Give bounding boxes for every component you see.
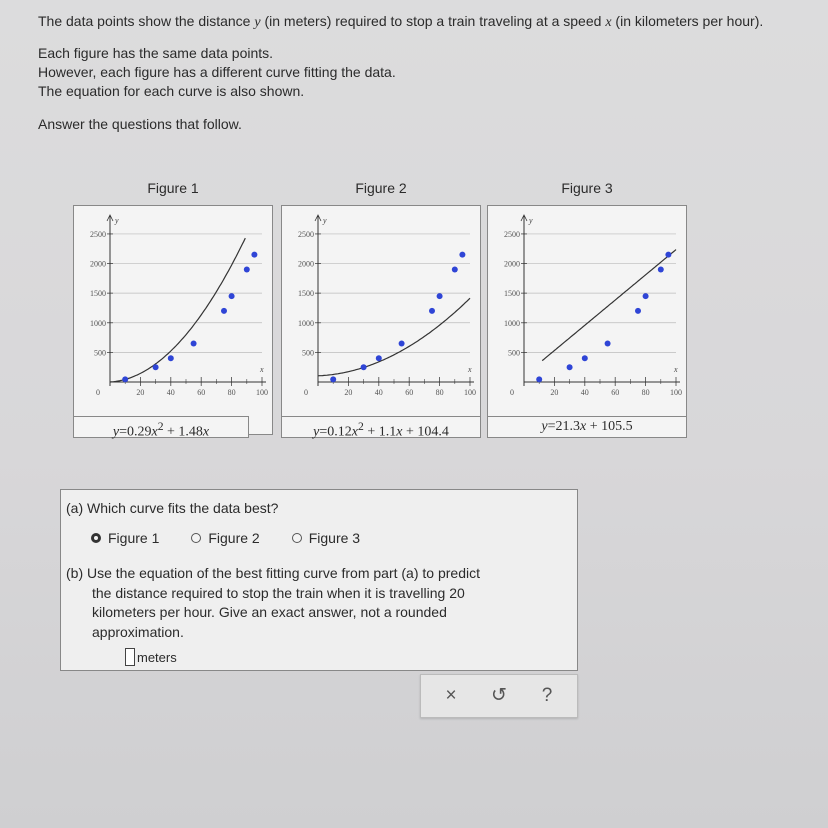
intro-line-4: The equation for each curve is also shown. (38, 83, 305, 99)
figure-1-title: Figure 1 (147, 180, 199, 196)
answer-input[interactable] (125, 648, 135, 666)
data-point (191, 341, 197, 347)
data-point (536, 376, 542, 382)
data-point (361, 364, 367, 370)
undo-icon[interactable]: ↺ (491, 685, 507, 706)
question-panel (60, 489, 578, 671)
y-axis-label: y (529, 216, 533, 225)
y-tick-label: 2500 (504, 229, 520, 239)
question-b-line-3: kilometers per hour. Give an exact answer, not a rounded (92, 604, 447, 620)
y-tick-label: 2000 (90, 259, 106, 269)
x-tick-label: 40 (580, 388, 589, 397)
y-tick-label: 500 (508, 348, 520, 358)
radio-icon[interactable] (191, 533, 201, 543)
figure-3-equation: y=21.3x + 105.5 (487, 416, 687, 438)
x-tick-label: 20 (136, 388, 145, 397)
y-tick-label: 1500 (504, 289, 520, 299)
y-tick-label: 1000 (90, 318, 106, 328)
y-tick-label: 500 (302, 348, 314, 358)
question-a-label: (a) Which curve fits the data best? (66, 500, 279, 516)
y-tick-label: 2000 (298, 259, 314, 269)
question-b-line-4: approximation. (92, 623, 184, 640)
figure-2-title: Figure 2 (355, 180, 407, 196)
x-tick-label: 80 (435, 388, 444, 397)
x-tick-label: 20 (344, 388, 353, 397)
data-point (251, 252, 257, 258)
y-tick-label: 2500 (298, 229, 314, 239)
x-axis-label: x (260, 365, 264, 374)
data-point (153, 364, 159, 370)
data-point (459, 252, 465, 258)
question-b-line-1: (b) Use the equation of the best fitting curve from part (a) to predict (66, 565, 480, 581)
x-tick-label: 100 (256, 388, 268, 397)
answer-options (91, 530, 360, 546)
data-point (429, 308, 435, 314)
data-point (229, 293, 235, 299)
problem-statement (38, 12, 808, 134)
data-point (582, 355, 588, 361)
x-axis-label: x (674, 365, 678, 374)
intro-line-1: The data points show the distance y (in meters) required to stop a train traveling at a speed x (in kilometers per hour). (38, 13, 764, 30)
y-tick-label: 500 (94, 348, 106, 358)
intro-line-3: However, each figure has a different curve fitting the data. (38, 64, 396, 80)
x-tick-label: 80 (641, 388, 650, 397)
unit-label: meters (137, 649, 177, 665)
x-tick-label: 40 (374, 388, 383, 397)
y-tick-label: 1000 (298, 318, 314, 328)
figure-3-chart (488, 206, 688, 436)
option-figure-3-label: Figure 3 (308, 530, 361, 546)
y-axis-label: y (115, 216, 119, 225)
option-figure-2-label: Figure 2 (208, 530, 260, 546)
y-tick-label: 1000 (504, 318, 520, 328)
x-tick-label: 40 (166, 388, 175, 397)
x-axis-label: x (468, 365, 472, 374)
figure-2-equation: $y=0.12x^2 + 1.1x + 104.4$ (281, 416, 481, 438)
x-tick-label: 100 (464, 388, 476, 397)
origin-label: 0 (510, 388, 514, 397)
x-tick-label: 60 (197, 388, 206, 397)
origin-label: 0 (304, 388, 308, 397)
x-tick-label: 20 (550, 388, 559, 397)
data-point (665, 252, 671, 258)
radio-selected-icon[interactable] (91, 533, 101, 543)
question-b-text (66, 564, 556, 642)
x-tick-label: 100 (670, 388, 682, 397)
figure-1-equation: $y=0.29x^2 + 1.48x$ (73, 416, 249, 438)
figure-2 (281, 205, 481, 435)
figure-3-title: Figure 3 (561, 180, 613, 196)
data-point (330, 376, 336, 382)
option-figure-1-label: Figure 1 (108, 530, 160, 546)
origin-label: 0 (96, 388, 100, 397)
x-tick-label: 80 (227, 388, 236, 397)
option-figure-1[interactable] (91, 530, 159, 546)
x-tick-label: 60 (611, 388, 620, 397)
y-tick-label: 1500 (90, 289, 106, 299)
help-icon[interactable]: ? (541, 685, 553, 706)
data-point (643, 293, 649, 299)
data-point (658, 266, 664, 272)
y-tick-label: 2000 (504, 259, 520, 269)
data-point (168, 355, 174, 361)
intro-line-2: Each figure has the same data points. (38, 45, 274, 61)
x-tick-label: 60 (405, 388, 414, 397)
answer-toolbar (420, 674, 578, 718)
data-point (399, 341, 405, 347)
option-figure-3[interactable] (292, 530, 360, 546)
clear-icon[interactable]: × (445, 685, 457, 706)
option-figure-2[interactable] (191, 530, 259, 546)
data-point (635, 308, 641, 314)
y-tick-label: 1500 (298, 289, 314, 299)
fit-curve (318, 298, 470, 376)
data-point (605, 341, 611, 347)
figure-2-chart (282, 206, 482, 436)
data-point (122, 376, 128, 382)
intro-line-5: Answer the questions that follow. (38, 116, 242, 132)
y-tick-label: 2500 (90, 229, 106, 239)
answer-row (125, 648, 177, 666)
data-point (376, 355, 382, 361)
question-b-line-2: the distance required to stop the train when it is travelling 20 (92, 584, 465, 601)
y-axis-label: y (323, 216, 327, 225)
data-point (567, 364, 573, 370)
data-point (452, 266, 458, 272)
data-point (437, 293, 443, 299)
figure-1 (73, 205, 273, 435)
figure-1-chart (74, 206, 274, 436)
radio-icon[interactable] (292, 533, 302, 543)
data-point (244, 266, 250, 272)
figure-3 (487, 205, 687, 435)
data-point (221, 308, 227, 314)
